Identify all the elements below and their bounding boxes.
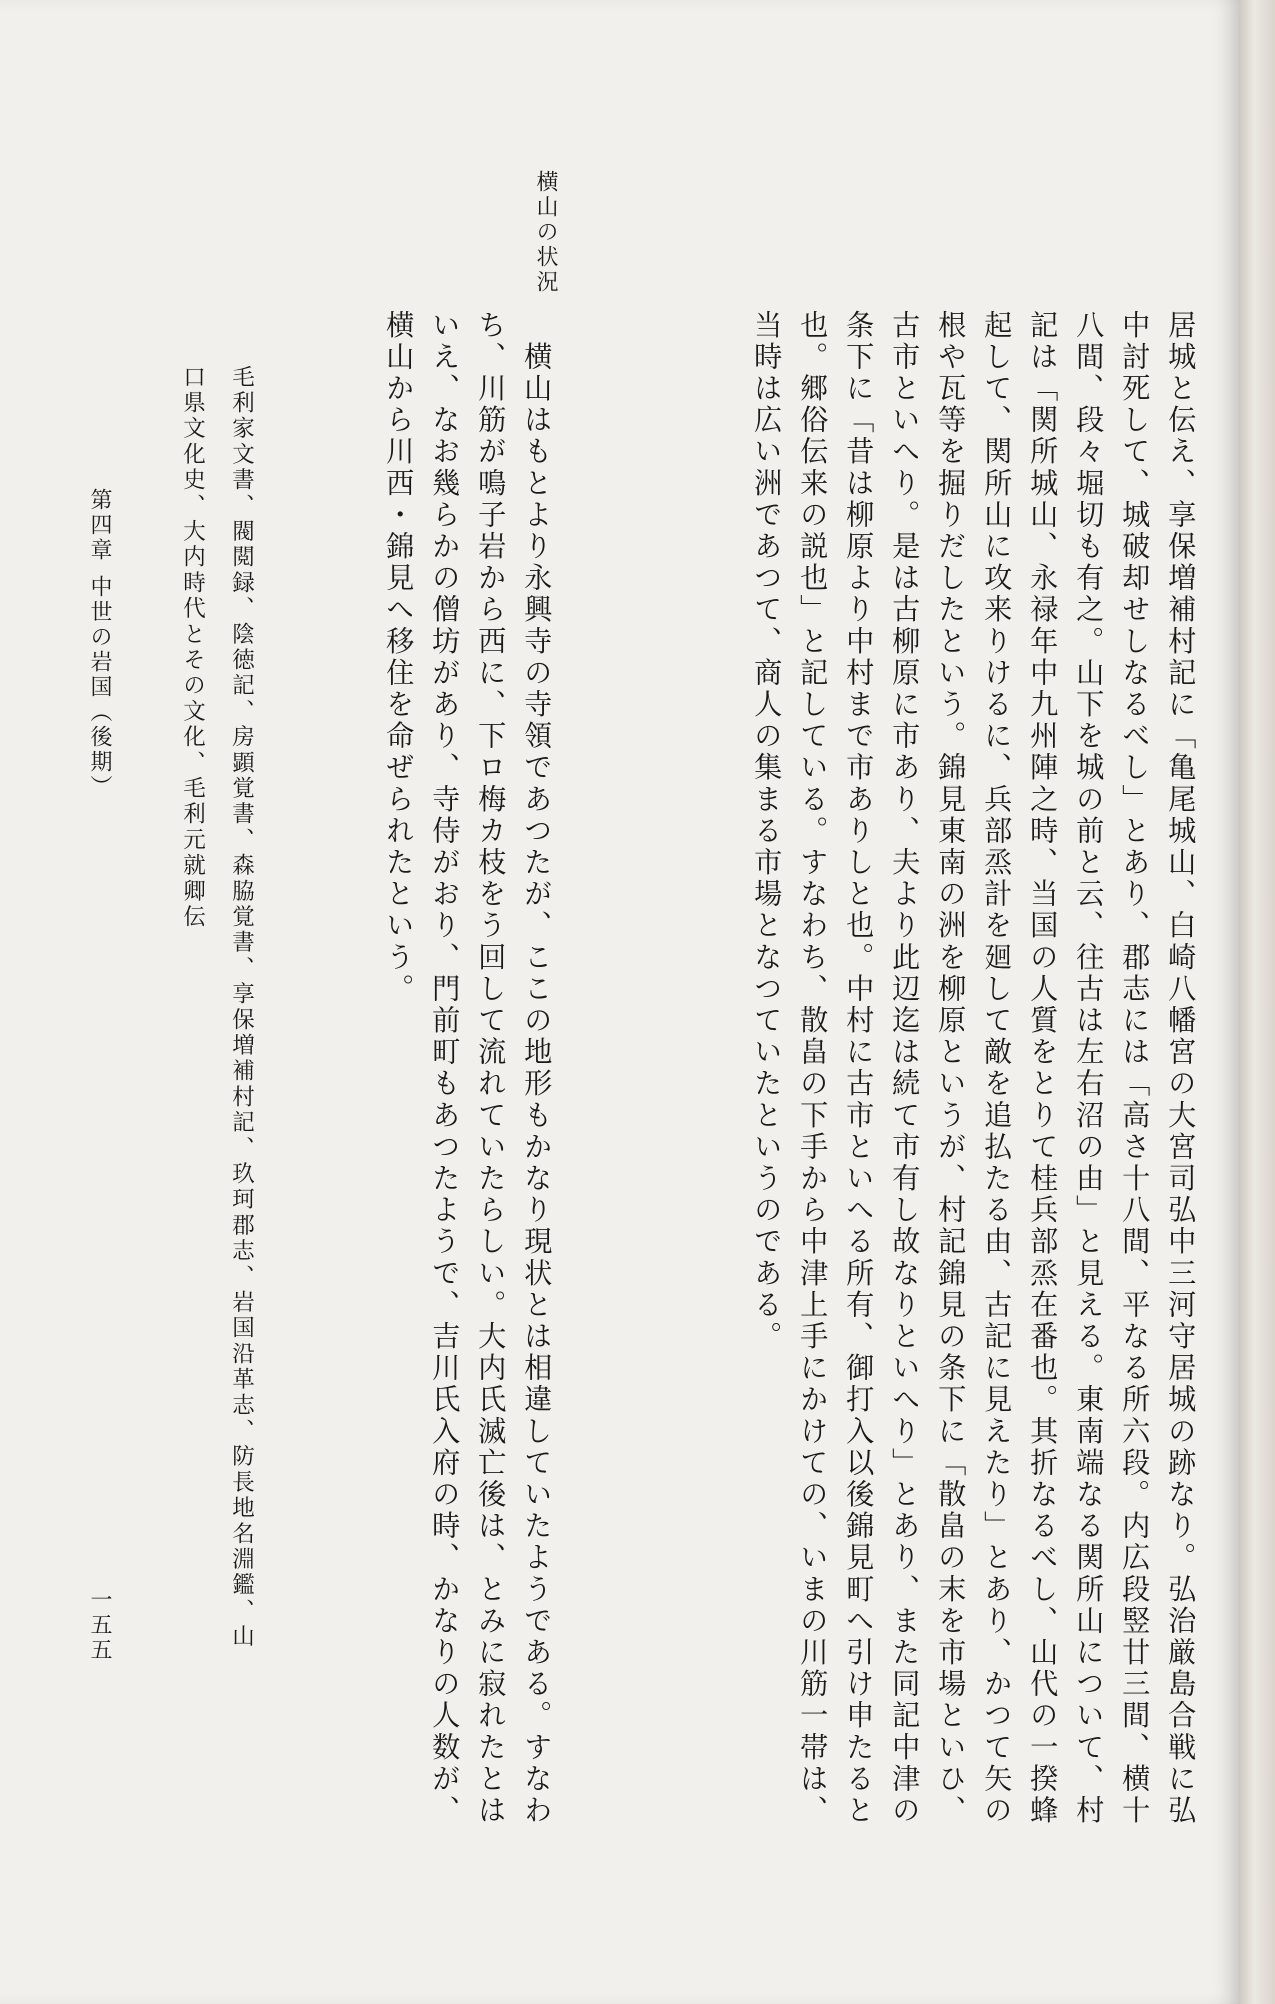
side-heading: 横山の状況 bbox=[533, 170, 558, 295]
body-column: 八間、段々堀切も有之。山下を城の前と云、往古は左右沼の由」と見える。東南端なる関所山について、村 bbox=[1072, 310, 1106, 1827]
chapter-title: 中世の岩国（後期） bbox=[87, 575, 112, 800]
body-column: 当時は広い洲であつて、商人の集まる市場となつていたというのである。 bbox=[750, 310, 784, 1353]
body-column: 条下に「昔は柳原より中村まで市ありしと也。中村に古市といへる所有、御打入以後錦見町へ引け申たると bbox=[842, 310, 876, 1827]
body-column: ち、川筋が鳴子岩から西に、下ロ梅カ枝をう回して流れていたらしい。大内氏滅亡後は、とみに寂れたとは bbox=[474, 310, 508, 1827]
body-column: 起して、関所山に攻来りけるに、兵部烝計を廻して敵を追払たる由、古記に見えたり」とあり、かつて矢の bbox=[980, 310, 1014, 1827]
body-column: 也。郷俗伝来の説也」と記している。すなわち、散畠の下手から中津上手にかけての、いまの川筋一帯は、 bbox=[796, 310, 830, 1827]
body-column: 記は「関所城山、永禄年中九州陣之時、当国の人質をとりて桂兵部烝在番也。其折なるべし、山代の一揆蜂 bbox=[1026, 310, 1060, 1827]
body-column: いえ、なお幾らかの僧坊があり、寺侍がおり、門前町もあつたようで、吉川氏入府の時、かなりの人数が、 bbox=[428, 310, 462, 1827]
body-column: 根や瓦等を掘りだしたという。錦見東南の洲を柳原というが、村記錦見の条下に「散畠の末を市場といひ、 bbox=[934, 310, 968, 1827]
page-number: 一五五 bbox=[87, 1588, 112, 1663]
source-note: 口県文化史、大内時代とその文化、毛利元就卿伝 bbox=[179, 365, 206, 931]
page-edge bbox=[1240, 0, 1275, 2004]
source-note: 毛利家文書、閥閲録、陰徳記、房顕覚書、森脇覚書、享保増補村記、玖珂郡志、岩国沿革志、防長地名淵鑑、山 bbox=[228, 365, 255, 1650]
running-footer bbox=[88, 488, 110, 800]
body-column: 横山はもとより永興寺の寺領であつたが、ここの地形もかなり現状とは相違していたようである。すなわ bbox=[520, 310, 554, 1827]
body-column: 古市といへり。是は古柳原に市あり、夫より此辺迄は続て市有し故なりといへり」とあり、また同記中津の bbox=[888, 310, 922, 1827]
chapter-label: 第四章 bbox=[87, 488, 112, 563]
body-column: 中討死して、城破却せしなるべし」とあり、郡志には「高さ十八間、平なる所六段。内広段竪廿三間、横十 bbox=[1118, 310, 1152, 1827]
body-column: 居城と伝え、享保増補村記に「亀尾城山、白崎八幡宮の大宮司弘中三河守居城の跡なり。弘治厳島合戦に弘 bbox=[1164, 310, 1198, 1827]
body-column: 横山から川西・錦見へ移住を命ぜられたという。 bbox=[382, 310, 416, 1006]
